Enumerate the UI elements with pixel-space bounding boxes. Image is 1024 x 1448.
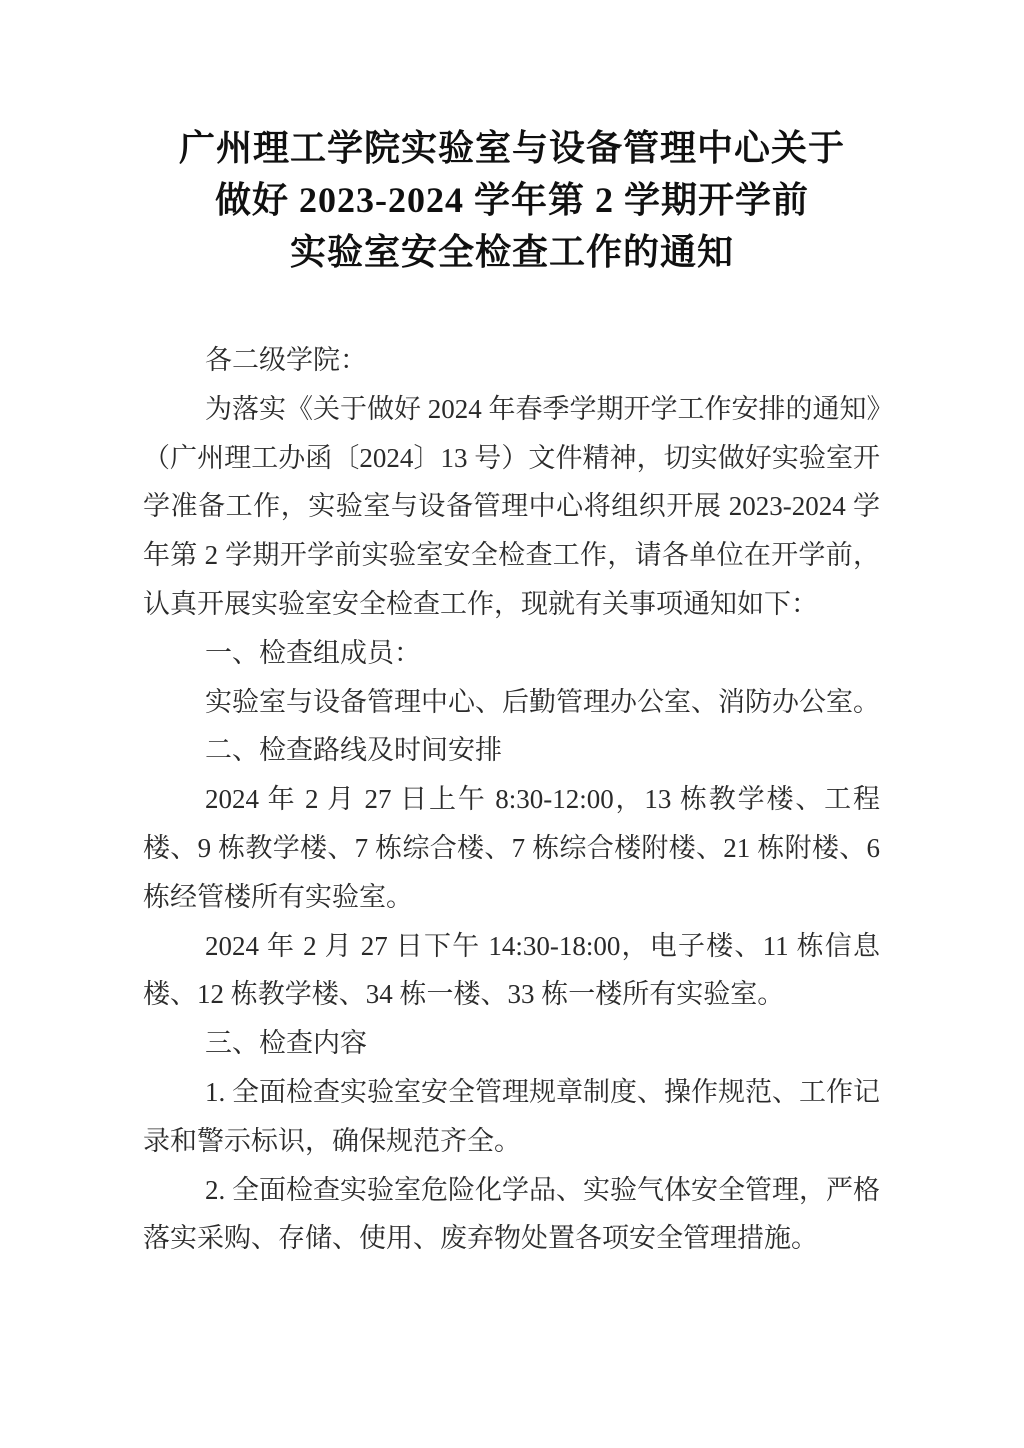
section-two-heading: 二、检查路线及时间安排 [205,735,502,766]
salutation: 各二级学院： [205,345,367,375]
notice-title-line-3: 实验室安全检查工作的通知 [289,232,734,272]
section-three-heading: 三、检查内容 [205,1028,367,1059]
intro-paragraph: 为落实《关于做好 2024 年春季学期开学工作安排的通知》（广州理工办函〔2024〕13 号）文件精神，切实做好实验室开学准备工作，实验室与设备管理中心将组织开展 2023-2024 学年第 2 学期开学前实验室安全检查工作，请各单位在开学前，认真开展实验室安全检查工作，现就有关事项通知如下： [143,393,880,619]
notice-title-line-2: 做好 2023-2024 学年第 2 学期开学前 [215,180,809,220]
notice-title-line-1: 广州理工学院实验室与设备管理中心关于 [178,128,845,168]
check-item-2-paragraph: 2. 全面检查实验室危险化学品、实验气体安全管理，严格落实采购、存储、使用、废弃物处置各项安全管理措施。 [143,1174,880,1254]
check-item-1-paragraph: 1. 全面检查实验室安全管理规章制度、操作规范、工作记录和警示标识，确保规范齐全。 [143,1076,880,1156]
section-one-heading: 一、检查组成员： [205,637,421,668]
schedule-morning-paragraph: 2024 年 2 月 27 日上午 8:30-12:00，13 栋教学楼、工程楼、9 栋教学楼、7 栋综合楼、7 栋综合楼附楼、21 栋附楼、6 栋经管楼所有实验室。 [143,784,880,912]
inspection-team-paragraph: 实验室与设备管理中心、后勤管理办公室、消防办公室。 [205,686,880,717]
notice-body [143,336,880,1263]
notice-title [0,0,1024,278]
schedule-afternoon-paragraph: 2024 年 2 月 27 日下午 14:30-18:00，电子楼、11 栋信息楼、12 栋教学楼、34 栋一楼、33 栋一楼所有实验室。 [143,930,880,1010]
